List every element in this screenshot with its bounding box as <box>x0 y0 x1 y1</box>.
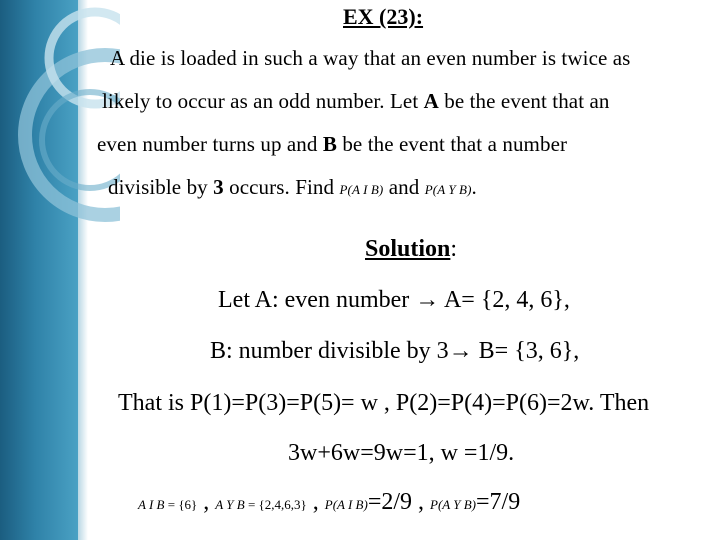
problem-line-2-end: be the event that an <box>438 89 610 113</box>
intersection-set-lhs: A I B <box>138 497 165 512</box>
divisor-label: 3 <box>213 175 224 199</box>
problem-line-2-start: likely to occur as an odd number. Let <box>102 89 424 113</box>
find-union-expr: P(A Y B) <box>424 182 472 197</box>
intersection-set-rhs: = {6} <box>164 497 198 512</box>
problem-line-1: A die is loaded in such a way that an even number is twice as <box>110 46 631 70</box>
problem-line-4 <box>108 175 477 200</box>
result-separator-3: , <box>412 489 431 515</box>
solution-line-3: That is P(1)=P(3)=P(5)= w , P(2)=P(4)=P(6)=2w. Then <box>118 390 650 416</box>
problem-line-4-start: divisible by <box>108 175 214 199</box>
result-separator-2: , <box>306 489 325 515</box>
solution-line-4: 3w+6w=9w=1, w =1/9. <box>288 440 515 466</box>
problem-line-2 <box>102 89 610 114</box>
solution-heading <box>365 236 457 263</box>
solution-heading-text: Solution <box>365 236 451 262</box>
decorative-arcs <box>0 0 120 540</box>
problem-line-3-start: even number turns up and <box>97 132 323 156</box>
problem-line-3 <box>97 132 567 157</box>
solution-line-1: Let A: even number → A= {2, 4, 6}, <box>218 287 570 313</box>
union-prob-value: =7/9 <box>476 489 521 515</box>
find-period: . <box>471 175 477 199</box>
union-prob-lhs: P(A Y B) <box>430 497 477 512</box>
find-and: and <box>388 175 420 199</box>
union-set-rhs: = {2,4,6,3} <box>244 497 307 512</box>
find-intersection-expr: P(A I B) <box>339 182 384 197</box>
union-set-lhs: A Y B <box>215 497 245 512</box>
solution-result-line <box>138 489 520 516</box>
event-b-label: B <box>322 132 337 156</box>
problem-line-3-end: be the event that a number <box>336 132 568 156</box>
problem-line-4-end: occurs. Find <box>223 175 335 199</box>
intersection-prob-value: =2/9 <box>367 489 413 515</box>
intersection-prob-lhs: P(A I B) <box>324 497 368 512</box>
solution-heading-colon: : <box>450 236 458 262</box>
event-a-label: A <box>423 89 439 113</box>
result-separator-1: , <box>197 489 216 515</box>
solution-line-2: B: number divisible by 3→ B= {3, 6}, <box>210 338 580 364</box>
exercise-title: EX (23): <box>343 4 424 29</box>
